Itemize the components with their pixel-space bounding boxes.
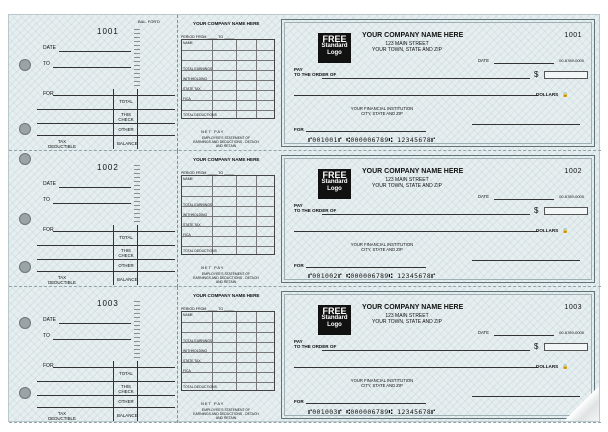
dollars-label: DOLLARS — [536, 364, 559, 369]
memo-line[interactable] — [306, 267, 426, 268]
date-line[interactable] — [494, 199, 554, 200]
check-stub — [37, 287, 175, 423]
stub-row-line — [37, 381, 175, 382]
to-line — [53, 67, 131, 68]
check-row — [9, 151, 601, 287]
stub-to-label: TO — [43, 61, 50, 67]
state-tax-label: STATE TAX — [183, 223, 201, 227]
total-label: TOTAL — [119, 235, 133, 240]
logo — [318, 33, 351, 63]
routing-fraction: 00-6789-0000 — [559, 194, 584, 199]
lock-icon: 🔒 — [562, 364, 569, 370]
logo-line2: Logo — [327, 185, 342, 192]
memo-line[interactable] — [306, 403, 426, 404]
perforation — [177, 151, 178, 287]
memo-line[interactable] — [306, 131, 426, 132]
check — [281, 291, 595, 419]
stub-for-label: FOR — [43, 91, 54, 97]
period-from: PERIOD FROM _____ TO _____ — [181, 35, 235, 39]
company-name: YOUR COMPANY NAME HERE — [362, 304, 464, 311]
total-deductions-label: TOTAL DEDUCTIONS — [183, 385, 217, 389]
pay-label: PAY — [294, 67, 303, 72]
routing-fraction: 00-6789-0000 — [559, 58, 584, 63]
stub-col-line — [113, 89, 114, 149]
pay-to-order-label — [294, 339, 336, 349]
tax-deductible-label: TAX DEDUCTIBLE — [48, 411, 76, 421]
stub-col-line — [137, 225, 138, 285]
to-order-label: TO THE ORDER OF — [294, 208, 337, 213]
total-earnings-label: TOTAL EARNINGS — [183, 203, 213, 207]
this-check-label: THIS CHECK — [118, 112, 134, 122]
other-label: OTHER — [118, 399, 134, 404]
binder-hole — [19, 387, 31, 399]
bank-line2: CITY, STATE AND ZIP — [361, 111, 403, 116]
withholding-label: WITHHOLDING — [183, 349, 208, 353]
check-number: 1002 — [564, 168, 582, 175]
bank-line1: YOUR FINANCIAL INSTITUTION — [350, 242, 414, 247]
for-line — [53, 231, 175, 232]
check — [281, 19, 595, 147]
to-line — [53, 203, 131, 204]
pay-label: PAY — [294, 339, 303, 344]
date-line — [59, 323, 131, 324]
employee-statement: EMPLOYEE'S STATEMENT OF EARNINGS AND DEDUCTIONS - DETACH AND RETAIN — [193, 136, 259, 148]
other-label: OTHER — [118, 263, 134, 268]
memo-label: FOR — [294, 263, 304, 268]
dollar-sign: $ — [534, 206, 539, 215]
net-pay-label: NET PAY — [201, 265, 225, 270]
payee-line[interactable] — [322, 214, 530, 215]
tax-deductible-label: TAX DEDUCTIBLE — [48, 139, 76, 149]
dollar-sign: $ — [534, 70, 539, 79]
total-label: TOTAL — [119, 99, 133, 104]
micr-line: ⑈001001⑈ ⑆000006789⑆ 12345678⑈ — [308, 136, 436, 144]
stub-number: 1003 — [97, 299, 119, 308]
date-line — [59, 51, 131, 52]
stub-col-line — [113, 361, 114, 421]
pay-to-order-label — [294, 203, 336, 213]
amount-words-line[interactable] — [294, 95, 538, 96]
routing-fraction: 00-6789-0000 — [559, 330, 584, 335]
logo-free: FREE — [322, 306, 347, 316]
binder-hole — [19, 213, 31, 225]
payee-line[interactable] — [322, 350, 530, 351]
stub-for-label: FOR — [43, 363, 54, 369]
logo — [318, 305, 351, 335]
for-line — [53, 95, 175, 96]
stub-number: 1001 — [97, 27, 119, 36]
dollars-label: DOLLARS — [536, 92, 559, 97]
withholding-label: WITHHOLDING — [183, 77, 208, 81]
signature-line[interactable] — [472, 124, 580, 125]
check-sheet — [8, 14, 600, 422]
total-deductions-label: TOTAL DEDUCTIONS — [183, 113, 217, 117]
bank-line1: YOUR FINANCIAL INSTITUTION — [350, 106, 414, 111]
other-label: OTHER — [118, 127, 134, 132]
total-label: TOTAL — [119, 371, 133, 376]
bank-name — [337, 106, 427, 116]
fica-label: FICA — [183, 369, 191, 373]
bal-fwd-label: BAL. FOR'D — [138, 19, 160, 24]
amount-box[interactable] — [544, 343, 588, 351]
to-order-label: TO THE ORDER OF — [294, 344, 337, 349]
for-line — [53, 367, 175, 368]
bank-name — [337, 242, 427, 252]
to-line — [53, 339, 131, 340]
logo-line2: Logo — [327, 321, 342, 328]
stub-row-line — [37, 109, 175, 110]
company-address2: YOUR TOWN, STATE AND ZIP — [372, 319, 442, 325]
stub-date-label: DATE — [43, 317, 56, 323]
check-number: 1001 — [564, 32, 582, 39]
total-deductions-label: TOTAL DEDUCTIONS — [183, 249, 217, 253]
amount-words-line[interactable] — [294, 231, 538, 232]
binder-hole — [19, 59, 31, 71]
stub-row-line — [37, 407, 175, 408]
balance-label: BALANCE — [117, 413, 138, 418]
micr-line: ⑈001003⑈ ⑆000006789⑆ 12345678⑈ — [308, 408, 436, 416]
stub-for-label: FOR — [43, 227, 54, 233]
company-address1: 123 MAIN STREET — [385, 177, 429, 183]
binder-hole — [19, 261, 31, 273]
voucher-company: YOUR COMPANY NAME HERE — [193, 21, 260, 26]
logo-free: FREE — [322, 34, 347, 44]
stub-row-line — [37, 245, 175, 246]
micr-line: ⑈001002⑈ ⑆000006789⑆ 12345678⑈ — [308, 272, 436, 280]
check-row — [9, 287, 601, 423]
signature-line[interactable] — [472, 396, 580, 397]
bank-name — [337, 378, 427, 388]
stub-row-line — [37, 259, 175, 260]
lock-icon: 🔒 — [562, 228, 569, 234]
lock-icon: 🔒 — [562, 92, 569, 98]
dollar-sign: $ — [534, 342, 539, 351]
perforation — [177, 15, 178, 151]
fica-label: FICA — [183, 97, 191, 101]
dollars-label: DOLLARS — [536, 228, 559, 233]
pay-to-order-label — [294, 67, 336, 77]
net-pay-label: NET PAY — [201, 401, 225, 406]
balance-label: BALANCE — [117, 277, 138, 282]
date-line[interactable] — [494, 63, 554, 64]
bank-line2: CITY, STATE AND ZIP — [361, 247, 403, 252]
date-line[interactable] — [494, 335, 554, 336]
memo-label: FOR — [294, 399, 304, 404]
stub-scribble — [134, 165, 140, 225]
total-earnings-label: TOTAL EARNINGS — [183, 67, 213, 71]
logo-free: FREE — [322, 170, 347, 180]
logo-line2: Logo — [327, 49, 342, 56]
stub-scribble — [134, 301, 140, 361]
pay-voucher — [179, 151, 279, 287]
company-address2: YOUR TOWN, STATE AND ZIP — [372, 183, 442, 189]
binder-hole — [19, 317, 31, 329]
amount-box[interactable] — [544, 207, 588, 215]
date-line — [59, 187, 131, 188]
logo — [318, 169, 351, 199]
company-name: YOUR COMPANY NAME HERE — [362, 32, 464, 39]
tax-deductible-label: TAX DEDUCTIBLE — [48, 275, 76, 285]
withholding-label: WITHHOLDING — [183, 213, 208, 217]
name-label: NAME — [183, 313, 193, 317]
stub-col-line — [137, 89, 138, 149]
amount-box[interactable] — [544, 71, 588, 79]
voucher-company: YOUR COMPANY NAME HERE — [193, 157, 260, 162]
binder-hole — [19, 153, 31, 165]
pay-voucher — [179, 15, 279, 151]
company-name: YOUR COMPANY NAME HERE — [362, 168, 464, 175]
stub-col-line — [113, 225, 114, 285]
stub-scribble — [134, 29, 140, 89]
stub-row-line — [37, 135, 175, 136]
employee-statement: EMPLOYEE'S STATEMENT OF EARNINGS AND DEDUCTIONS - DETACH AND RETAIN — [193, 408, 259, 420]
balance-label: BALANCE — [117, 141, 138, 146]
stub-date-label: DATE — [43, 45, 56, 51]
state-tax-label: STATE TAX — [183, 87, 201, 91]
name-label: NAME — [183, 177, 193, 181]
signature-line[interactable] — [472, 260, 580, 261]
stub-number: 1002 — [97, 163, 119, 172]
name-label: NAME — [183, 41, 193, 45]
pay-voucher — [179, 287, 279, 423]
check-row — [9, 15, 601, 151]
stub-row-line — [37, 123, 175, 124]
date-label: DATE — [478, 194, 489, 199]
bank-line1: YOUR FINANCIAL INSTITUTION — [350, 378, 414, 383]
payee-line[interactable] — [322, 78, 530, 79]
period-from: PERIOD FROM _____ TO _____ — [181, 307, 235, 311]
stub-row-line — [37, 395, 175, 396]
date-label: DATE — [478, 330, 489, 335]
pay-label: PAY — [294, 203, 303, 208]
page-curl — [565, 387, 599, 421]
check — [281, 155, 595, 283]
perforation — [177, 287, 178, 423]
stub-col-line — [137, 361, 138, 421]
to-order-label: TO THE ORDER OF — [294, 72, 337, 77]
company-address1: 123 MAIN STREET — [385, 313, 429, 319]
net-pay-label: NET PAY — [201, 129, 225, 134]
date-label: DATE — [478, 58, 489, 63]
fica-label: FICA — [183, 233, 191, 237]
this-check-label: THIS CHECK — [118, 384, 134, 394]
stub-to-label: TO — [43, 333, 50, 339]
check-stub — [37, 151, 175, 287]
check-number: 1003 — [564, 304, 582, 311]
company-address1: 123 MAIN STREET — [385, 41, 429, 47]
binder-hole — [19, 123, 31, 135]
period-from: PERIOD FROM _____ TO _____ — [181, 171, 235, 175]
stub-date-label: DATE — [43, 181, 56, 187]
total-earnings-label: TOTAL EARNINGS — [183, 339, 213, 343]
logo-line1: Standard — [321, 179, 348, 185]
state-tax-label: STATE TAX — [183, 359, 201, 363]
stub-to-label: TO — [43, 197, 50, 203]
logo-line1: Standard — [321, 43, 348, 49]
check-stub — [37, 15, 175, 151]
stub-row-line — [37, 271, 175, 272]
bank-line2: CITY, STATE AND ZIP — [361, 383, 403, 388]
employee-statement: EMPLOYEE'S STATEMENT OF EARNINGS AND DEDUCTIONS - DETACH AND RETAIN — [193, 272, 259, 284]
logo-line1: Standard — [321, 315, 348, 321]
voucher-company: YOUR COMPANY NAME HERE — [193, 293, 260, 298]
company-address2: YOUR TOWN, STATE AND ZIP — [372, 47, 442, 53]
amount-words-line[interactable] — [294, 367, 538, 368]
this-check-label: THIS CHECK — [118, 248, 134, 258]
memo-label: FOR — [294, 127, 304, 132]
